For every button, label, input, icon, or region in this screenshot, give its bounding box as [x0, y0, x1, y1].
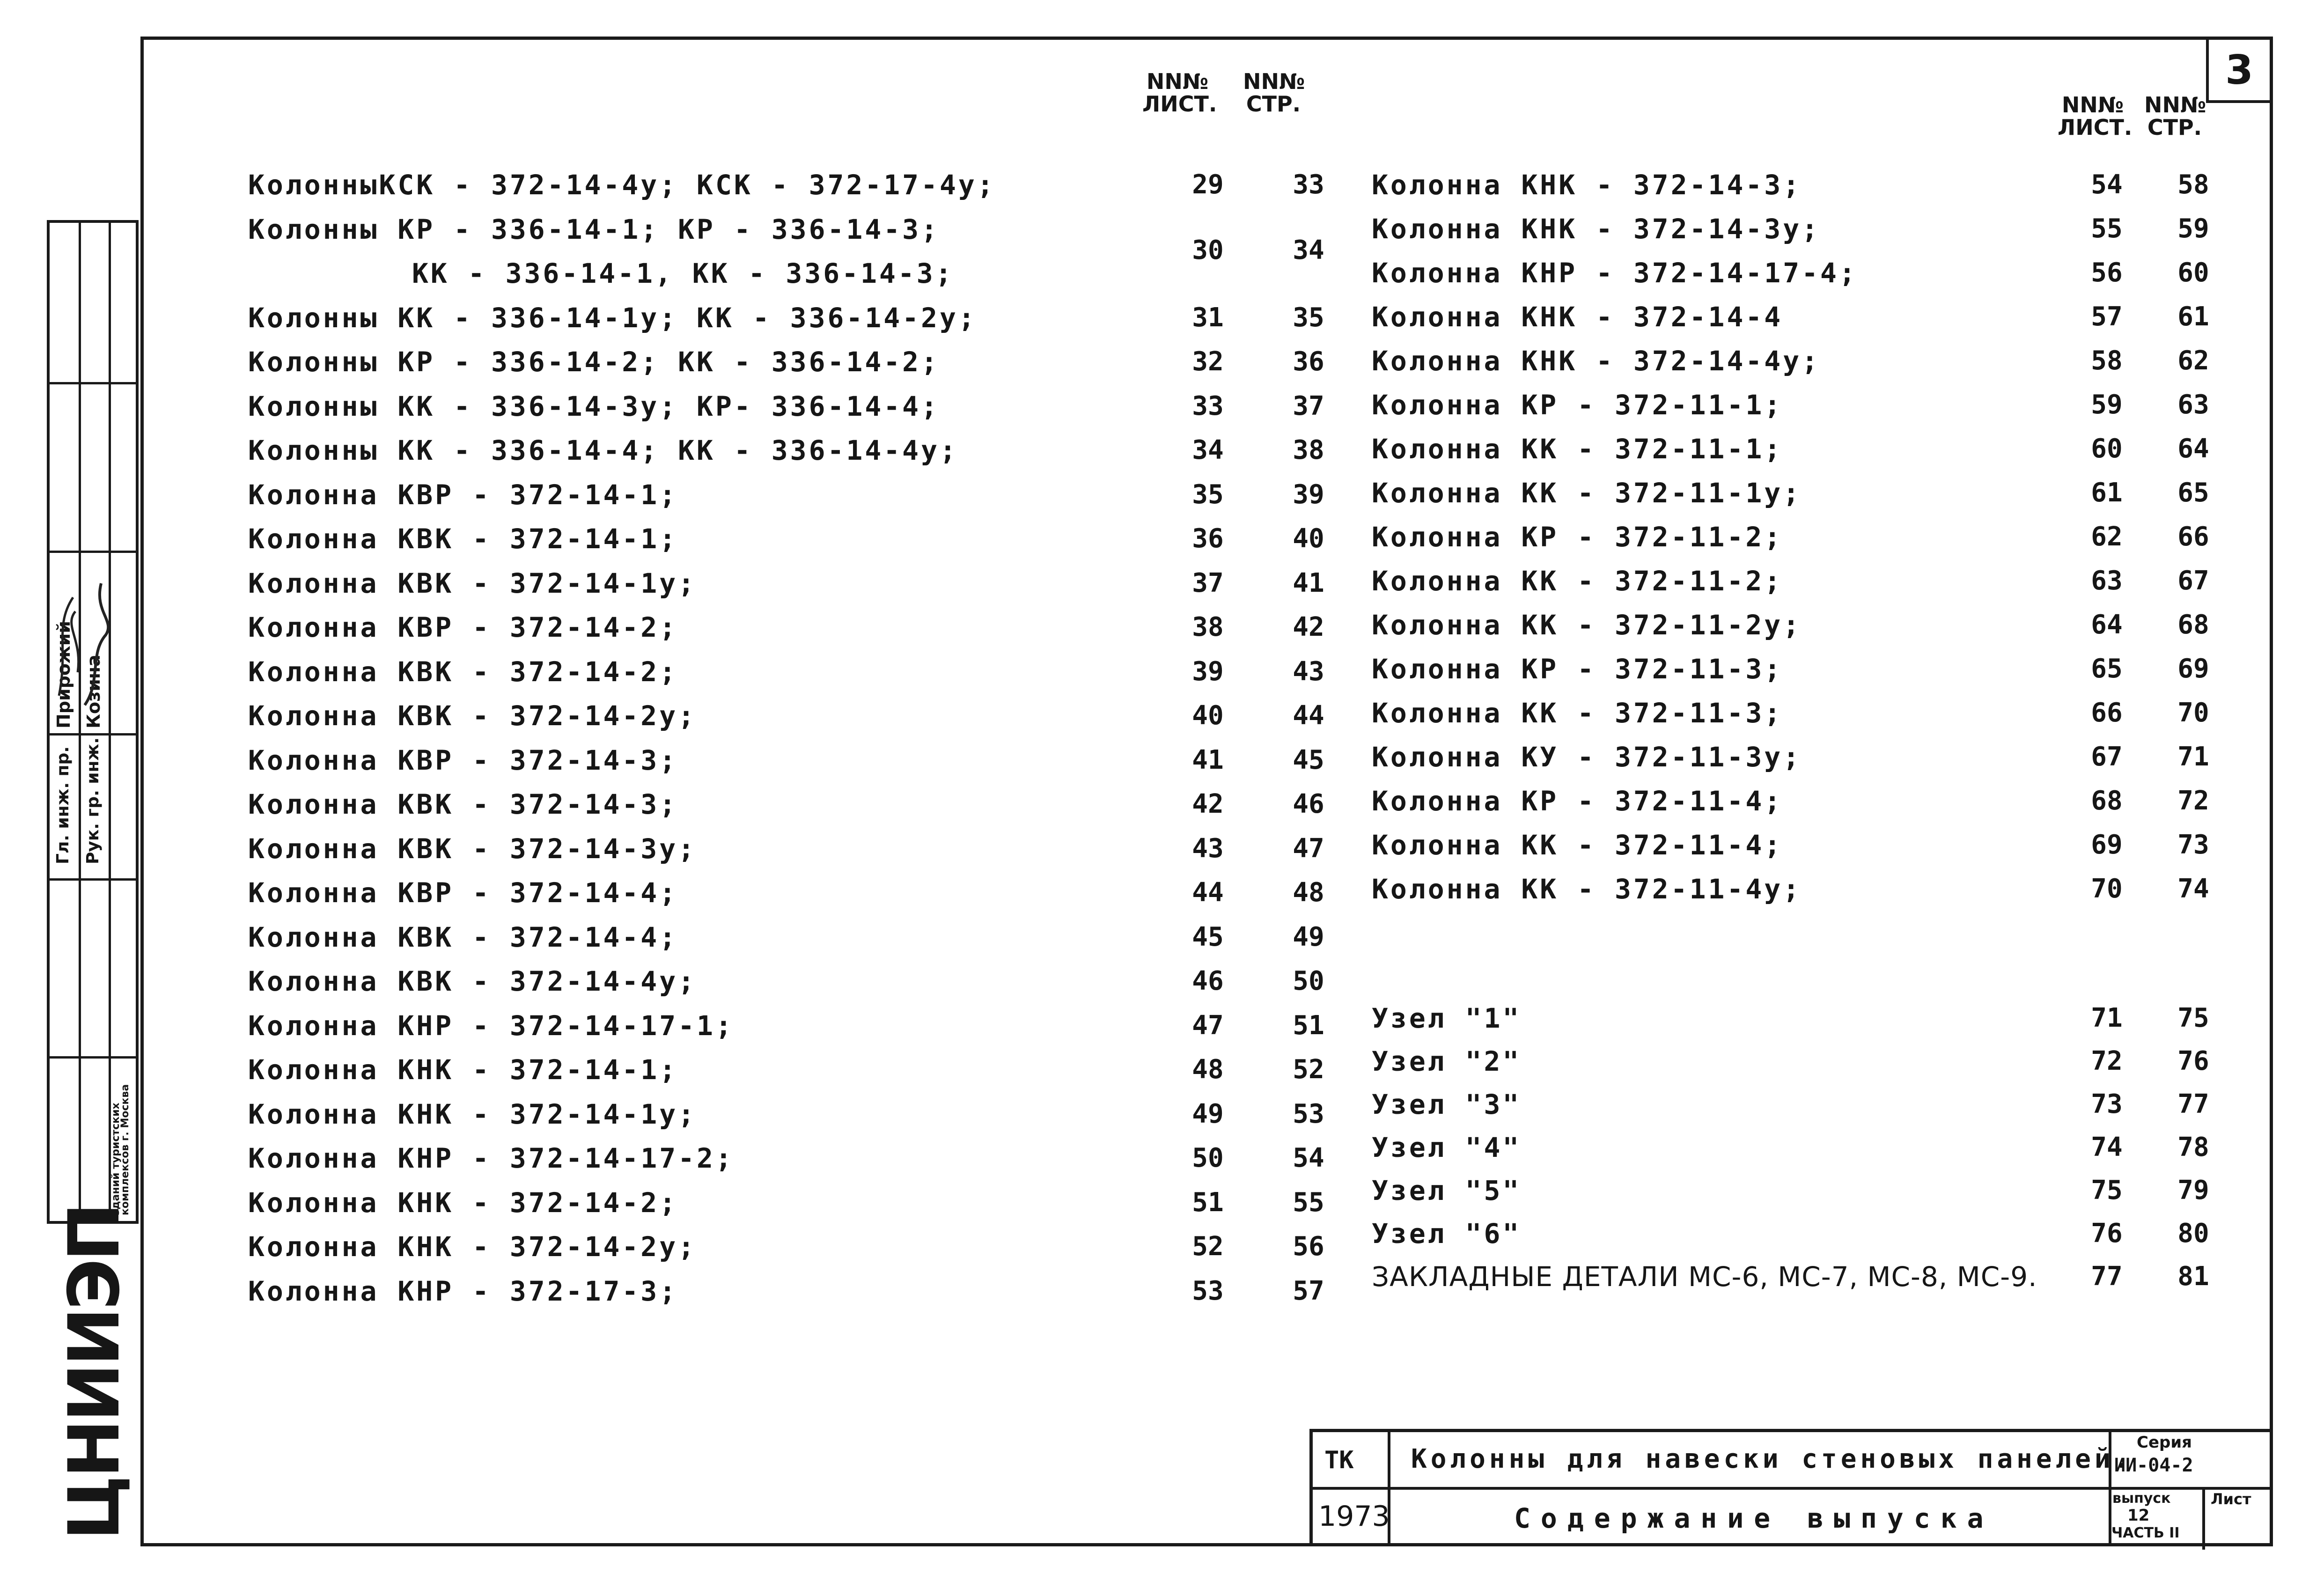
sheet-number: 70: [2091, 874, 2123, 904]
side-org-detail: зданий туристских комплексов г. Москва: [110, 1084, 131, 1215]
page-number-cell: 46: [1293, 789, 1324, 819]
sheet-number: 59: [2091, 390, 2123, 420]
page-number-cell: 48: [1293, 877, 1324, 908]
sheet-number: 33: [1192, 390, 1224, 421]
sheet-number: 39: [1192, 656, 1224, 687]
page-number-cell: 36: [1293, 346, 1324, 377]
entry-description: Колонна КК - 372-11-2у;: [1372, 609, 1802, 641]
title-block-title: Колонны для навески стеновых панелей.: [1411, 1444, 2134, 1474]
entry-description: Колонна КК - 372-11-4;: [1372, 829, 1783, 861]
page-number-cell: 53: [1293, 1098, 1324, 1129]
entry-description: Колонна КР - 372-11-2;: [1372, 521, 1783, 553]
entry-description: Колонна КВК - 372-14-3у;: [248, 832, 697, 865]
page-number-cell: 40: [1293, 523, 1324, 554]
entry-description: Узел "5": [1372, 1175, 1522, 1206]
side-role-1: Гл. инж. пр.: [53, 746, 73, 864]
page-number-cell: 54: [1293, 1143, 1324, 1173]
entry-description: ЗАКЛАДНЫЕ ДЕТАЛИ МС-6, МС-7, МС-8, МС-9.: [1372, 1261, 2037, 1293]
page-number-cell: 55: [1293, 1187, 1324, 1218]
page-number-cell: 78: [2177, 1132, 2209, 1162]
sheet-number: 62: [2091, 522, 2123, 552]
page-number-cell: 67: [2177, 566, 2209, 596]
left-sheet-header: NN№ ЛИСТ.: [1142, 69, 1217, 117]
sheet-number: 73: [2091, 1089, 2123, 1119]
page-number-cell: 71: [2177, 742, 2209, 772]
side-name-1: Прирожий: [53, 620, 74, 728]
page-number-cell: 41: [1293, 567, 1324, 598]
sheet-number: 40: [1192, 700, 1224, 731]
side-name-2: Козина: [83, 655, 104, 728]
entry-description: Колонна КНК - 372-14-2;: [248, 1186, 678, 1219]
sheet-number: 37: [1192, 567, 1224, 598]
page-number-cell: 60: [2177, 257, 2209, 288]
page-number-cell: 51: [1293, 1010, 1324, 1041]
entry-description: Колонна КНР - 372-14-17-4;: [1372, 257, 1858, 289]
sheet-number: 57: [2091, 302, 2123, 332]
sheet-number: 76: [2091, 1218, 2123, 1249]
title-block-vline: [2202, 1487, 2205, 1550]
sheet-number: 72: [2091, 1046, 2123, 1076]
entry-description: Колонна КВК - 372-14-2;: [248, 655, 678, 688]
right-sheet-header: NN№ ЛИСТ.: [2058, 92, 2133, 140]
entry-description: Колонна КР - 372-11-4;: [1372, 785, 1783, 817]
page-number-cell: 56: [1293, 1231, 1324, 1262]
side-role-2: Рук. гр. инж.: [83, 737, 103, 864]
entry-description: Узел "3": [1372, 1089, 1522, 1120]
title-block-subtitle: Содержание выпуска: [1514, 1502, 1994, 1534]
page-number-cell: 64: [2177, 434, 2209, 464]
entry-description: Узел "4": [1372, 1132, 1522, 1163]
entry-description: Колонна КВК - 372-14-4;: [248, 921, 678, 953]
sheet-number: 54: [2091, 169, 2123, 200]
entry-description: КолонныКСК - 372-14-4у; КСК - 372-17-4у;: [248, 169, 996, 201]
entry-description: КК - 336-14-1, КК - 336-14-3;: [412, 257, 954, 289]
page-number-cell: 50: [1293, 966, 1324, 996]
sheet-number: 49: [1192, 1098, 1224, 1129]
sheet-number: 41: [1192, 744, 1224, 775]
page-number-cell: 37: [1293, 390, 1324, 421]
side-stamp-row: [50, 382, 136, 384]
page-number-cell: 43: [1293, 656, 1324, 687]
sheet-number: 67: [2091, 742, 2123, 772]
sheet-number: 48: [1192, 1054, 1224, 1085]
side-stamp-row: [50, 878, 136, 881]
sheet-number: 44: [1192, 877, 1224, 908]
sheet-number: 29: [1192, 169, 1224, 200]
sheet-number: 68: [2091, 786, 2123, 816]
entry-description: Колонна КР - 372-11-1;: [1372, 389, 1783, 421]
sheet-number: 34: [1192, 435, 1224, 465]
side-stamp-row: [50, 733, 136, 735]
entry-description: Колонна КВР - 372-14-3;: [248, 744, 678, 776]
title-block-year: 1973: [1318, 1500, 1390, 1533]
side-stamp: [47, 220, 139, 1224]
entry-description: Колонна КНК - 372-14-2у;: [248, 1231, 697, 1263]
page-number-cell: 33: [1293, 169, 1324, 200]
sheet-number: 77: [2091, 1261, 2123, 1292]
page-number-cell: 47: [1293, 833, 1324, 864]
entry-description: Колонна КВК - 372-14-4у;: [248, 965, 697, 997]
sheet-number: 53: [1192, 1275, 1224, 1306]
entry-description: Колонны КР - 336-14-2; КК - 336-14-2;: [248, 346, 940, 378]
sheet-number: 74: [2091, 1132, 2123, 1162]
entry-description: Колонны КК - 336-14-3у; КР- 336-14-4;: [248, 390, 940, 422]
title-block-divider: [1313, 1487, 2273, 1490]
page-number-cell: 68: [2177, 610, 2209, 640]
signature-marks: [50, 555, 139, 728]
sheet-number: 42: [1192, 789, 1224, 819]
entry-description: Колонна КВК - 372-14-2у;: [248, 700, 697, 732]
entry-description: Узел "1": [1372, 1002, 1522, 1034]
page-number-cell: 59: [2177, 213, 2209, 244]
sheet-number: 31: [1192, 302, 1224, 333]
entry-description: Колонна КВК - 372-14-1у;: [248, 567, 697, 599]
page-number: 3: [2225, 46, 2253, 94]
sheet-number: 65: [2091, 654, 2123, 684]
sheet-number: 50: [1192, 1143, 1224, 1173]
issue-label: выпуск: [2112, 1490, 2171, 1507]
page-number-cell: 58: [2177, 169, 2209, 200]
entry-description: Колонны КР - 336-14-1; КР - 336-14-3;: [248, 213, 940, 245]
right-page-header: NN№ СТР.: [2144, 92, 2206, 140]
page-number-cell: 49: [1293, 921, 1324, 952]
entry-description: Колонна КНК - 372-14-4у;: [1372, 345, 1821, 377]
sheet-number: 55: [2091, 213, 2123, 244]
sheet-number: 52: [1192, 1231, 1224, 1262]
sheet-number: 51: [1192, 1187, 1224, 1218]
entry-description: Колонна КНК - 372-14-1у;: [248, 1098, 697, 1130]
page-number-cell: 35: [1293, 302, 1324, 333]
entry-description: Узел "6": [1372, 1218, 1522, 1250]
entry-description: Колонна КВР - 372-14-4;: [248, 877, 678, 909]
page-number-cell: 38: [1293, 435, 1324, 465]
page-number-cell: 77: [2177, 1089, 2209, 1119]
sheet-number: 58: [2091, 346, 2123, 376]
entry-description: Колонна КНР - 372-14-17-1;: [248, 1009, 734, 1042]
entry-description: Колонна КУ - 372-11-3у;: [1372, 741, 1802, 773]
entry-description: Колонна КНК - 372-14-3у;: [1372, 213, 1821, 245]
page-number-cell: 81: [2177, 1261, 2209, 1292]
sheet-number: 60: [2091, 434, 2123, 464]
series-value: ИИ-04-2: [2114, 1455, 2193, 1476]
entry-description: Колонна КК - 372-11-1;: [1372, 433, 1783, 465]
sheet-number: 64: [2091, 610, 2123, 640]
entry-description: Колонна КНК - 372-14-1;: [248, 1054, 678, 1086]
entry-description: Колонна КК - 372-11-1у;: [1372, 477, 1802, 509]
page-number-cell: 76: [2177, 1046, 2209, 1076]
page-number-cell: 66: [2177, 522, 2209, 552]
sheet-number: 38: [1192, 612, 1224, 642]
entry-description: Колонна КК - 372-11-3;: [1372, 697, 1783, 729]
entry-description: Колонна КВР - 372-14-2;: [248, 611, 678, 643]
issue-value: 12: [2127, 1506, 2150, 1525]
sheet-number: 45: [1192, 921, 1224, 952]
page-number-cell: 69: [2177, 654, 2209, 684]
entry-description: Колонна КВР - 372-14-1;: [248, 478, 678, 511]
entry-description: Колонна КК - 372-11-4у;: [1372, 873, 1802, 905]
sheet-number: 43: [1192, 833, 1224, 864]
sheet-number: 71: [2091, 1003, 2123, 1033]
page-number-cell: 70: [2177, 698, 2209, 728]
sheet-number: 69: [2091, 830, 2123, 860]
sheet-number: 47: [1192, 1010, 1224, 1041]
page-number-cell: 74: [2177, 874, 2209, 904]
org-logo: [49, 1205, 135, 1545]
page-number-cell: 75: [2177, 1003, 2209, 1033]
entry-description: Колонна КВК - 372-14-3;: [248, 788, 678, 820]
page-number-cell: 62: [2177, 346, 2209, 376]
page-number-cell: 63: [2177, 390, 2209, 420]
entry-description: Колонна КНК - 372-14-4: [1372, 301, 1783, 333]
page-number-cell: 61: [2177, 302, 2209, 332]
sheet-number: 56: [2091, 257, 2123, 288]
page-number-cell: 45: [1293, 744, 1324, 775]
sheet-number: 61: [2091, 478, 2123, 508]
page-number-cell: 72: [2177, 786, 2209, 816]
entry-description: Колонна КР - 372-11-3;: [1372, 653, 1783, 685]
org-logo-text: ЦНИИЭП: [54, 1205, 135, 1540]
sheet-number: 75: [2091, 1175, 2123, 1206]
entry-description: Колонна КНК - 372-14-3;: [1372, 169, 1802, 201]
page-number-cell: 52: [1293, 1054, 1324, 1085]
page-number-cell: 42: [1293, 612, 1324, 642]
page-number-cell: 57: [1293, 1275, 1324, 1306]
page-number-cell: 80: [2177, 1218, 2209, 1249]
sheet-number: 30: [1192, 235, 1224, 265]
page-number-cell: 79: [2177, 1175, 2209, 1206]
sheet-number: 63: [2091, 566, 2123, 596]
entry-description: Колонны КК - 336-14-1у; КК - 336-14-2у;: [248, 302, 977, 334]
sheet-number: 35: [1192, 479, 1224, 510]
side-stamp-row: [50, 551, 136, 553]
entry-description: Колонна КНР - 372-14-17-2;: [248, 1142, 734, 1174]
series-label: Серия: [2137, 1433, 2192, 1452]
page-number-cell: 44: [1293, 700, 1324, 731]
entry-description: Колонна КК - 372-11-2;: [1372, 565, 1783, 597]
page-number-cell: 73: [2177, 830, 2209, 860]
sheet-number: 46: [1192, 966, 1224, 996]
entry-description: Колонна КНР - 372-17-3;: [248, 1275, 678, 1307]
entry-description: Колонны КК - 336-14-4; КК - 336-14-4у;: [248, 434, 958, 466]
title-block-code: ТК: [1324, 1446, 1354, 1474]
sheet-label: Лист: [2211, 1490, 2251, 1508]
page-number-box: [2206, 40, 2270, 103]
title-block: [1309, 1429, 2273, 1546]
sheet-number: 36: [1192, 523, 1224, 554]
part-label: ЧАСТЬ II: [2111, 1525, 2180, 1541]
page-number-cell: 34: [1293, 235, 1324, 265]
sheet-number: 32: [1192, 346, 1224, 377]
left-page-header: NN№ СТР.: [1243, 69, 1305, 117]
entry-description: Узел "2": [1372, 1045, 1522, 1077]
page-number-cell: 39: [1293, 479, 1324, 510]
sheet-number: 66: [2091, 698, 2123, 728]
page-number-cell: 65: [2177, 478, 2209, 508]
entry-description: Колонна КВК - 372-14-1;: [248, 523, 678, 555]
